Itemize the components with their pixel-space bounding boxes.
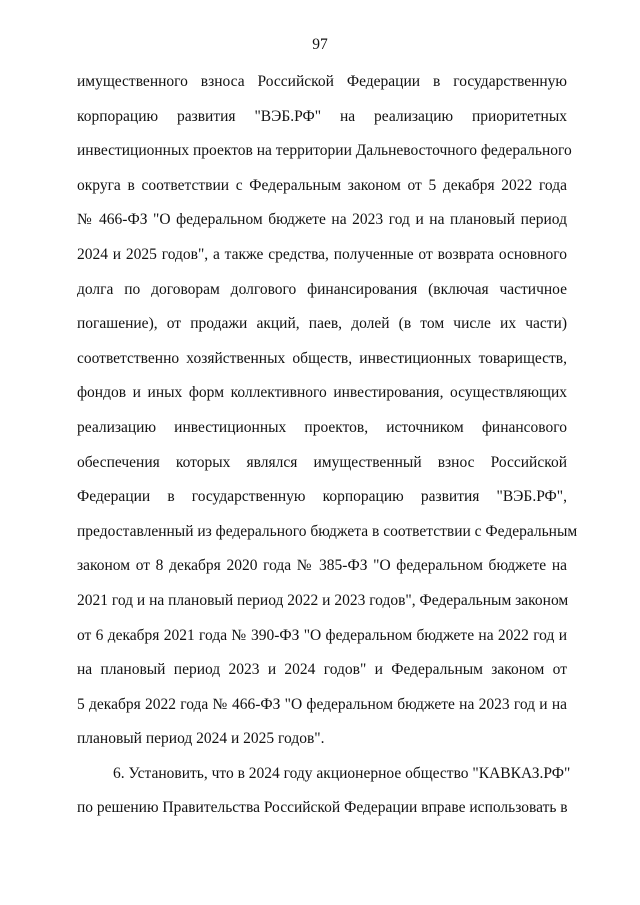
text-line: инвестиционных проектов на территории Дальневосточного федерального: [77, 142, 572, 160]
text-line: № 466-ФЗ "О федеральном бюджете на 2023 год и на плановый период: [77, 211, 567, 229]
text-line: предоставленный из федерального бюджета в соответствии с Федеральным: [77, 522, 578, 540]
page-number: 97: [312, 36, 328, 53]
text-line: 2021 год и на плановый период 2022 и 2023 годов", Федеральным законом: [77, 591, 569, 609]
text-line: по решению Правительства Российской Федерации вправе использовать в: [77, 799, 568, 817]
text-line: округа в соответствии с Федеральным законом от 5 декабря 2022 года: [77, 176, 567, 194]
document-body: [77, 73, 578, 834]
text-line: соответственно хозяйственных обществ, инвестиционных товариществ,: [77, 349, 567, 367]
text-line: фондов и иных форм коллективного инвестирования, осуществляющих: [77, 384, 567, 402]
text-line: на плановый период 2023 и 2024 годов" и Федеральным законом от: [77, 661, 567, 679]
text-line: от 6 декабря 2021 года № 390-ФЗ "О федеральном бюджете на 2022 год и: [77, 626, 567, 644]
text-line: обеспечения которых являлся имущественный взнос Российской: [77, 453, 567, 471]
text-line: законом от 8 декабря 2020 года № 385-ФЗ "О федеральном бюджете на: [77, 557, 567, 575]
text-line: погашение), от продажи акций, паев, долей (в том числе их части): [77, 315, 567, 333]
text-line: 2024 и 2025 годов", а также средства, полученные от возврата основного: [77, 245, 567, 263]
paragraph-start-line: 6. Установить, что в 2024 году акционерное общество "КАВКАЗ.РФ": [113, 764, 571, 782]
text-line: 5 декабря 2022 года № 466-ФЗ "О федеральном бюджете на 2023 год и на: [77, 695, 567, 713]
paragraph-end-line: плановый период 2024 и 2025 годов".: [77, 730, 325, 748]
text-line: реализацию инвестиционных проектов, источником финансового: [77, 418, 567, 436]
text-line: Федерации в государственную корпорацию развития "ВЭБ.РФ",: [77, 488, 567, 506]
text-line: корпорацию развития "ВЭБ.РФ" на реализацию приоритетных: [77, 107, 567, 125]
text-line: имущественного взноса Российской Федерации в государственную: [77, 73, 567, 90]
text-line: долга по договорам долгового финансирования (включая частичное: [77, 280, 567, 298]
